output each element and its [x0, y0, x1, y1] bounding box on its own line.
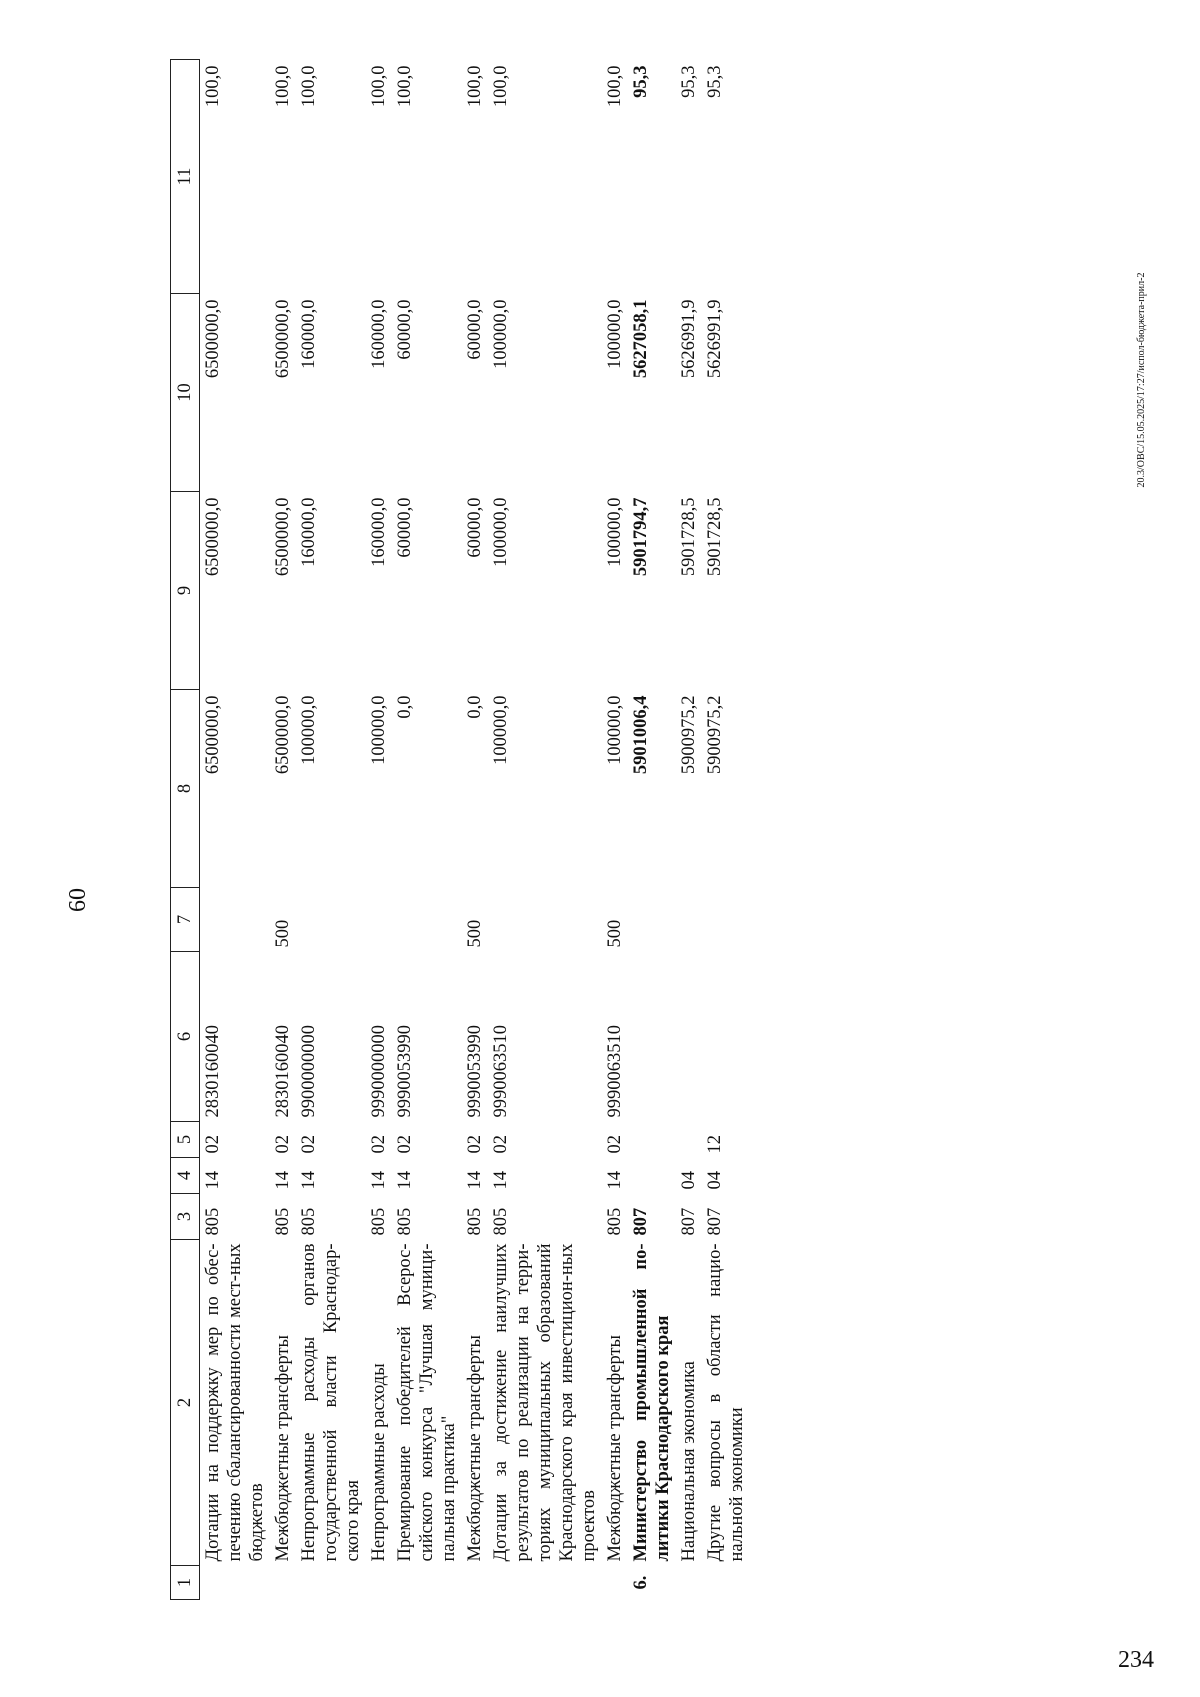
section-number-cell [296, 1566, 366, 1600]
approved-amount-cell: 6500000,0 [273, 695, 293, 775]
section-number-cell [366, 1566, 392, 1600]
execution-percent-cell: 100,0 [491, 65, 511, 108]
section-code-cell: 14 [203, 1171, 223, 1190]
section-code-cell: 14 [369, 1171, 389, 1190]
section-code-cell: 14 [273, 1171, 293, 1190]
expense-name-cell: Межбюджетные трансферты [273, 1335, 293, 1562]
table-row [628, 60, 676, 1600]
expense-type-cell: 500 [273, 919, 293, 948]
table-row [462, 60, 488, 1600]
executed-amount-cell: 60000,0 [395, 299, 415, 360]
expense-type-cell [392, 888, 462, 952]
target-article-cell: 2830160040 [203, 1025, 223, 1118]
approved-amount-cell: 5900975,2 [705, 695, 725, 775]
section-number-cell: 6. [631, 1575, 651, 1590]
ministry-code-cell: 807 [679, 1207, 699, 1236]
column-header: 7 [171, 888, 200, 952]
target-article-cell: 9990053990 [395, 1025, 415, 1118]
subsection-code-cell [676, 1122, 702, 1158]
target-article-cell: 2830160040 [273, 1025, 293, 1118]
column-header: 8 [171, 690, 200, 888]
execution-percent-cell: 100,0 [369, 65, 389, 108]
column-header: 11 [171, 60, 200, 294]
execution-percent-cell: 95,3 [631, 65, 651, 98]
budget-schedule-amount-cell: 5901794,7 [631, 497, 651, 577]
section-code-cell: 14 [465, 1171, 485, 1190]
section-number-cell [702, 1566, 808, 1600]
section-number-cell [392, 1566, 462, 1600]
executed-amount-cell: 6500000,0 [273, 299, 293, 379]
table-row [676, 60, 702, 1600]
execution-percent-cell: 100,0 [299, 65, 319, 108]
target-article-cell [676, 952, 702, 1122]
executed-amount-cell: 100000,0 [605, 299, 625, 369]
subsection-code-cell: 02 [369, 1135, 389, 1154]
expense-name-cell: Национальная экономика [679, 1361, 699, 1562]
table-row [296, 60, 366, 1600]
execution-percent-cell: 100,0 [395, 65, 415, 108]
expense-type-cell [200, 888, 271, 952]
budget-schedule-amount-cell: 60000,0 [465, 497, 485, 558]
subsection-code-cell: 02 [395, 1135, 415, 1154]
bottom-page-number: 234 [1118, 1647, 1154, 1673]
expense-type-cell [488, 888, 602, 952]
approved-amount-cell: 5900975,2 [679, 695, 699, 775]
ministry-code-cell: 807 [631, 1207, 651, 1236]
approved-amount-cell: 100000,0 [605, 695, 625, 765]
subsection-code-cell [628, 1122, 676, 1158]
expense-type-cell: 500 [605, 919, 625, 948]
expense-name-cell: Другие вопросы в области нацио-нальной экономики [705, 1243, 747, 1562]
approved-amount-cell: 5901006,4 [631, 695, 651, 775]
column-header: 4 [171, 1158, 200, 1194]
ministry-code-cell: 807 [705, 1207, 725, 1236]
subsection-code-cell: 02 [605, 1135, 625, 1154]
section-code-cell: 14 [605, 1171, 625, 1190]
executed-amount-cell: 5626991,9 [679, 299, 699, 379]
approved-amount-cell: 6500000,0 [203, 695, 223, 775]
column-header: 3 [171, 1194, 200, 1240]
column-header: 1 [171, 1566, 200, 1600]
section-number-cell [488, 1566, 602, 1600]
approved-amount-cell: 100000,0 [299, 695, 319, 765]
expense-type-cell [702, 888, 808, 952]
expense-type-cell [676, 888, 702, 952]
ministry-code-cell: 805 [299, 1207, 319, 1236]
page-number: 60 [65, 888, 91, 912]
budget-schedule-amount-cell: 60000,0 [395, 497, 415, 558]
subsection-code-cell: 02 [465, 1135, 485, 1154]
budget-schedule-amount-cell: 160000,0 [369, 497, 389, 567]
target-article-cell: 9990000000 [369, 1025, 389, 1118]
execution-percent-cell: 100,0 [465, 65, 485, 108]
section-number-cell [200, 1566, 271, 1600]
executed-amount-cell: 5626991,9 [705, 299, 725, 379]
executed-amount-cell: 6500000,0 [203, 299, 223, 379]
section-code-cell: 14 [491, 1171, 511, 1190]
execution-percent-cell: 95,3 [705, 65, 725, 98]
executed-amount-cell: 160000,0 [299, 299, 319, 369]
column-header: 6 [171, 952, 200, 1122]
ministry-code-cell: 805 [465, 1207, 485, 1236]
subsection-code-cell: 02 [491, 1135, 511, 1154]
execution-percent-cell: 100,0 [273, 65, 293, 108]
budget-table [170, 59, 808, 1600]
ministry-code-cell: 805 [605, 1207, 625, 1236]
target-article-cell: 9990063510 [491, 1025, 511, 1118]
ministry-code-cell: 805 [491, 1207, 511, 1236]
subsection-code-cell: 02 [273, 1135, 293, 1154]
ministry-code-cell: 805 [203, 1207, 223, 1236]
budget-schedule-amount-cell: 6500000,0 [203, 497, 223, 577]
execution-percent-cell: 100,0 [203, 65, 223, 108]
budget-schedule-amount-cell: 160000,0 [299, 497, 319, 567]
expense-type-cell: 500 [465, 919, 485, 948]
approved-amount-cell: 100000,0 [369, 695, 389, 765]
expense-name-cell: Дотации за достижение наилучших результатов по реализации на терри-ториях муниципальных образований Краснодарского края инвестицион-ных проектов [491, 1243, 599, 1562]
column-header: 5 [171, 1122, 200, 1158]
section-number-cell [270, 1566, 296, 1600]
table-row [488, 60, 602, 1600]
section-number-cell [602, 1566, 628, 1600]
expense-name-cell: Непрограммные расходы органов государственной власти Краснодар-ского края [299, 1243, 363, 1562]
table-row [702, 60, 808, 1600]
column-number-row [171, 60, 200, 1600]
expense-name-cell: Межбюджетные трансферты [605, 1335, 625, 1562]
section-code-cell [628, 1158, 676, 1194]
ministry-code-cell: 805 [273, 1207, 293, 1236]
expense-type-cell [296, 888, 366, 952]
expense-type-cell [366, 888, 392, 952]
target-article-cell: 9990053990 [465, 1025, 485, 1118]
executed-amount-cell: 5627058,1 [631, 299, 651, 379]
executed-amount-cell: 100000,0 [491, 299, 511, 369]
table-row [200, 60, 271, 1600]
subsection-code-cell: 12 [705, 1135, 725, 1154]
executed-amount-cell: 160000,0 [369, 299, 389, 369]
budget-schedule-amount-cell: 5901728,5 [679, 497, 699, 577]
budget-schedule-amount-cell: 6500000,0 [273, 497, 293, 577]
section-code-cell: 04 [679, 1171, 699, 1190]
expense-name-cell: Межбюджетные трансферты [465, 1335, 485, 1562]
subsection-code-cell: 02 [203, 1135, 223, 1154]
budget-schedule-amount-cell: 5901728,5 [705, 497, 725, 577]
ministry-code-cell: 805 [395, 1207, 415, 1236]
table-row [392, 60, 462, 1600]
section-code-cell: 14 [395, 1171, 415, 1190]
ministry-code-cell: 805 [369, 1207, 389, 1236]
table-row [366, 60, 392, 1600]
target-article-cell: 9900000000 [299, 1025, 319, 1118]
expense-type-cell [628, 888, 676, 952]
approved-amount-cell: 100000,0 [491, 695, 511, 765]
subsection-code-cell: 02 [299, 1135, 319, 1154]
executed-amount-cell: 60000,0 [465, 299, 485, 360]
table-row [270, 60, 296, 1600]
expense-name-cell: Дотации на поддержку мер по обес-печению сбалансированности мест-ных бюджетов [203, 1243, 267, 1562]
execution-percent-cell: 100,0 [605, 65, 625, 108]
table-row [602, 60, 628, 1600]
target-article-cell: 9990063510 [605, 1025, 625, 1118]
document-code: 20.3/ОВС/15.05.2025/17:27/испол-бюджета-прил-2 [1136, 272, 1147, 488]
expense-name-cell: Непрограммные расходы [369, 1363, 389, 1562]
expense-name-cell: Премирование победителей Всерос-сийского конкурса "Лучшая муници-пальная практика" [395, 1243, 459, 1562]
column-header: 10 [171, 294, 200, 492]
column-header: 9 [171, 492, 200, 690]
approved-amount-cell: 0,0 [465, 695, 485, 719]
section-code-cell: 14 [299, 1171, 319, 1190]
section-code-cell: 04 [705, 1171, 725, 1190]
target-article-cell [628, 952, 676, 1122]
approved-amount-cell: 0,0 [395, 695, 415, 719]
budget-schedule-amount-cell: 100000,0 [491, 497, 511, 567]
rotated-sheet [170, 60, 930, 1600]
budget-schedule-amount-cell: 100000,0 [605, 497, 625, 567]
section-number-cell [462, 1566, 488, 1600]
execution-percent-cell: 95,3 [679, 65, 699, 98]
column-header: 2 [171, 1240, 200, 1566]
expense-name-cell: Министерство промышленной по-литики Краснодарского края [631, 1243, 673, 1562]
target-article-cell [702, 952, 808, 1122]
section-number-cell [676, 1566, 702, 1600]
